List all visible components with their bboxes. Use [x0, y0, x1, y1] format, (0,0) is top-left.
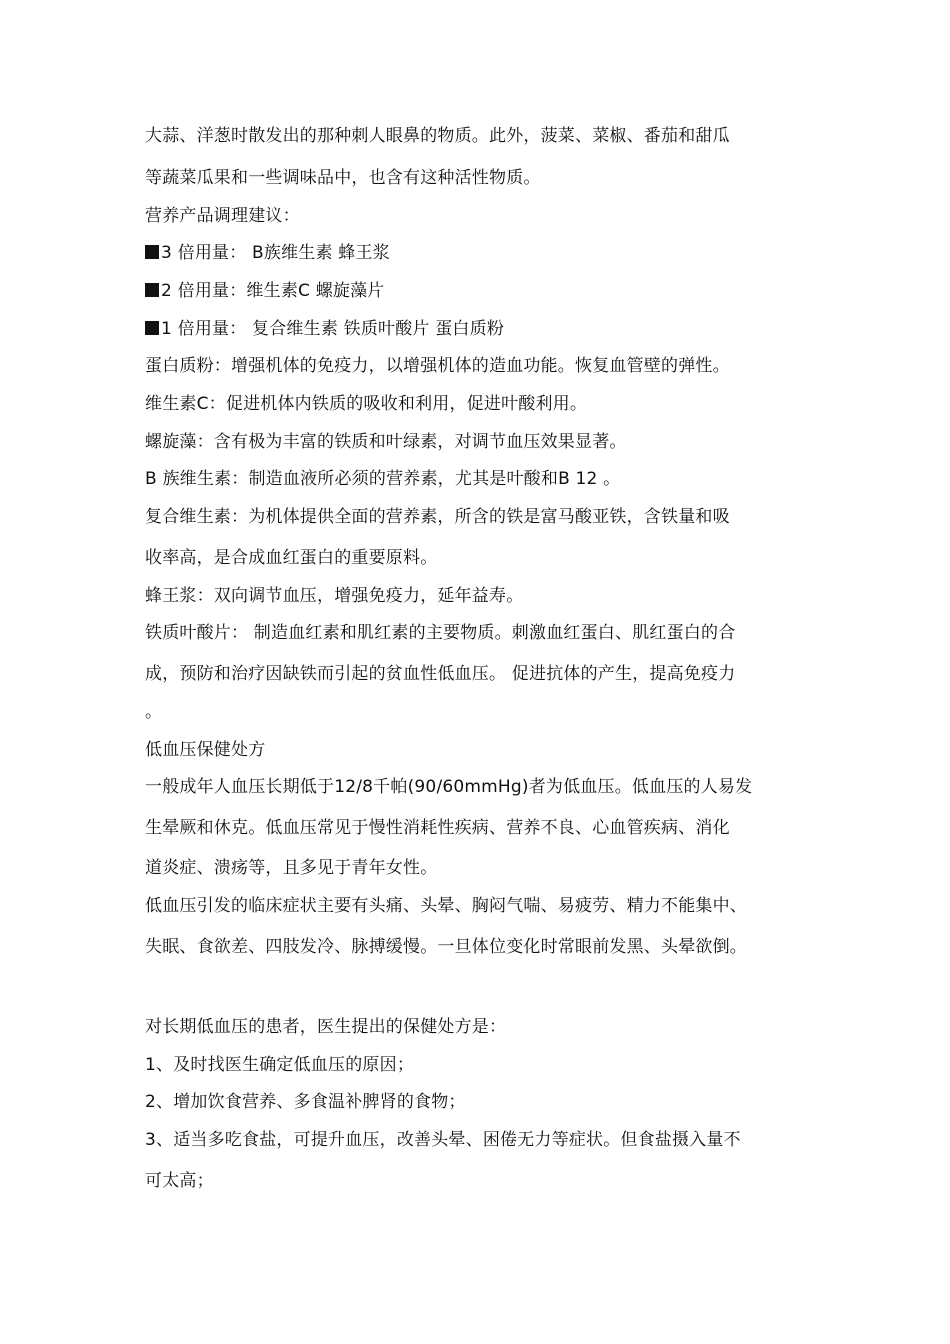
dosage-text: 2 倍用量：维生素C 螺旋藻片: [161, 281, 385, 301]
paragraph-line: 维生素C：促进机体内铁质的吸收和利用，促进叶酸利用。: [145, 394, 588, 414]
list-item: 可太高；: [145, 1171, 214, 1191]
black-square-icon: [145, 283, 159, 297]
paragraph-line: 复合维生素：为机体提供全面的营养素，所含的铁是富马酸亚铁，含铁量和吸: [145, 507, 730, 527]
paragraph-line: 等蔬菜瓜果和一些调味品中，也含有这种活性物质。: [145, 168, 541, 188]
paragraph-line: 螺旋藻：含有极为丰富的铁质和叶绿素，对调节血压效果显著。: [145, 432, 627, 452]
paragraph-line: 低血压引发的临床症状主要有头痛、头晕、胸闷气喘、易疲劳、精力不能集中、: [145, 896, 747, 916]
paragraph-line: 。: [145, 702, 163, 722]
paragraph-line: 失眠、食欲差、四肢发冷、脉搏缓慢。一旦体位变化时常眼前发黑、头晕欲倒。: [145, 937, 747, 957]
list-item: 3、适当多吃食盐，可提升血压，改善头晕、困倦无力等症状。但食盐摄入量不: [145, 1130, 741, 1150]
dosage-item: [145, 241, 390, 265]
paragraph-line: 蜂王浆：双向调节血压，增强免疫力，延年益寿。: [145, 586, 524, 606]
black-square-icon: [145, 245, 159, 259]
section-heading: 营养产品调理建议：: [145, 206, 300, 226]
paragraph-line: 成，预防和治疗因缺铁而引起的贫血性低血压。 促进抗体的产生，提高免疫力: [145, 664, 736, 684]
paragraph-line: 蛋白质粉：增强机体的免疫力，以增强机体的造血功能。恢复血管壁的弹性。: [145, 356, 730, 376]
paragraph-line: 道炎症、溃疡等，且多见于青年女性。: [145, 858, 438, 878]
dosage-text: 3 倍用量： B族维生素 蜂王浆: [161, 243, 390, 263]
paragraph-line: B 族维生素：制造血液所必须的营养素，尤其是叶酸和B 12 。: [145, 469, 621, 489]
paragraph-line: 生晕厥和休克。低血压常见于慢性消耗性疾病、营养不良、心血管疾病、消化: [145, 818, 730, 838]
dosage-item: [145, 317, 504, 341]
section-heading: 低血压保健处方: [145, 740, 266, 760]
list-item: 1、及时找医生确定低血压的原因；: [145, 1055, 415, 1075]
black-square-icon: [145, 321, 159, 335]
paragraph-line: 一般成年人血压长期低于12/8千帕(90/60mmHg)者为低血压。低血压的人易发: [145, 777, 753, 797]
dosage-text: 1 倍用量： 复合维生素 铁质叶酸片 蛋白质粉: [161, 319, 505, 339]
paragraph-line: 铁质叶酸片： 制造血红素和肌红素的主要物质。刺激血红蛋白、肌红蛋白的合: [145, 623, 736, 643]
list-item: 2、增加饮食营养、多食温补脾肾的食物；: [145, 1092, 466, 1112]
paragraph-line: 收率高，是合成血红蛋白的重要原料。: [145, 548, 438, 568]
paragraph-line: 大蒜、洋葱时散发出的那种刺人眼鼻的物质。此外，菠菜、菜椒、番茄和甜瓜: [145, 126, 730, 146]
dosage-item: [145, 279, 385, 303]
paragraph-line: 对长期低血压的患者，医生提出的保健处方是：: [145, 1017, 507, 1037]
